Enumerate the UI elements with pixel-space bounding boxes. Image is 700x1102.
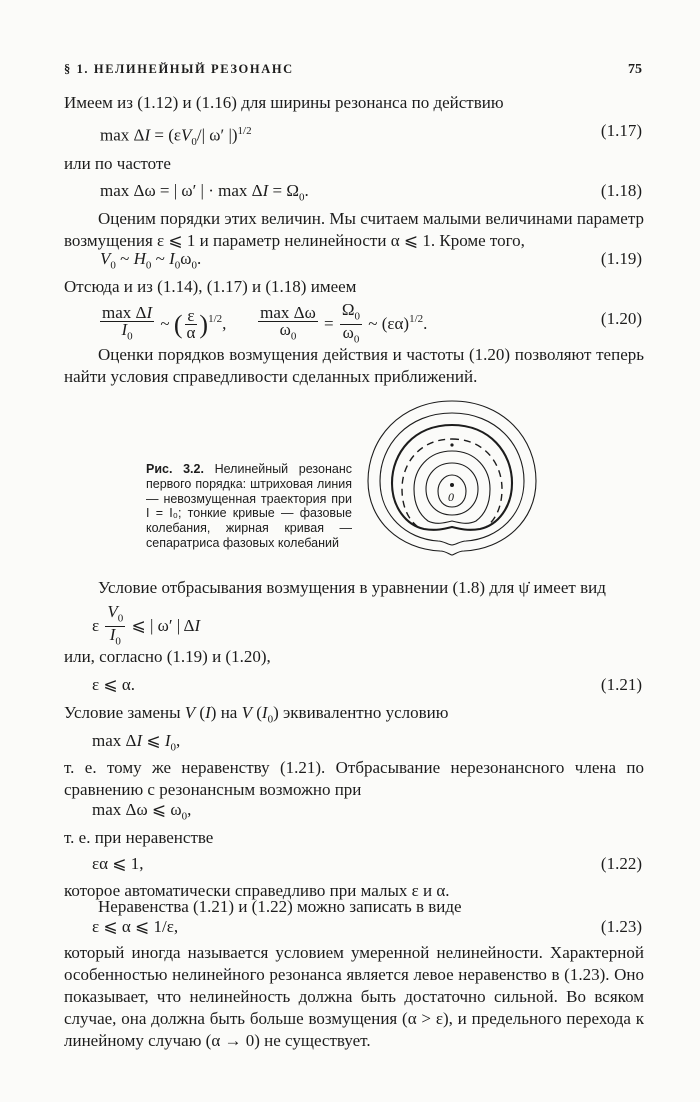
paragraph: т. е. тому же неравенству (1.21). Отбрасывание нерезонансного члена по сравнению с резонансным возможно при <box>64 758 644 799</box>
figure-caption-text: Нелинейный резонанс первого порядка: штриховая линия — невозмущенная траектория при I = I₀; тонкие кривые — фазовые колебания, жирная кривая — сепаратриса фазовых колебаний <box>146 462 352 550</box>
equation-1-19: $V_0$ ~ $H_0$ ~ $I_0\omega_0$. <box>100 249 202 272</box>
figure-label: Рис. 3.2. <box>146 462 204 476</box>
equation-number: (1.22) <box>600 854 642 873</box>
paragraph: Условие отбрасывания возмущения в уравнении (1.8) для ψ̇ имеет вид <box>98 578 606 597</box>
equation-number: (1.23) <box>600 917 642 936</box>
paragraph: Оценим порядки этих величин. Мы считаем малыми величинами параметр возмущения ε ⩽ 1 и параметр нелинейности α ⩽ 1. Кроме того, <box>64 209 644 250</box>
paragraph: Имеем из (1.12) и (1.16) для ширины резонанса по действию <box>64 93 504 112</box>
equation-1-21: ε ⩽ α. <box>92 675 136 694</box>
paragraph: Неравенства (1.21) и (1.22) можно записать в виде <box>98 897 462 916</box>
equation-number: (1.19) <box>600 249 642 268</box>
equation-number: (1.18) <box>600 181 642 200</box>
paragraph: Оценки порядков возмущения действия и частоты (1.20) позволяют теперь найти условия справедливости сделанных приближений. <box>64 345 644 386</box>
equation-condition: ε $\frac{V_0}{I_0}$ ⩽ | ω′ | ΔI <box>92 602 201 648</box>
equation-max-delta-i: max ΔI ⩽ $I_0$, <box>92 731 181 754</box>
paragraph: т. е. при неравенстве <box>64 828 214 847</box>
elliptic-fixed-point <box>450 483 454 487</box>
running-header <box>64 62 642 82</box>
paragraph: или, согласно (1.19) и (1.20), <box>64 647 271 666</box>
paragraph: Отсюда и из (1.14), (1.17) и (1.18) имеем <box>64 277 357 296</box>
separatrix-curve <box>392 425 512 530</box>
section-title: § 1. НЕЛИНЕЙНЫЙ РЕЗОНАНС <box>64 62 294 76</box>
equation-number: (1.20) <box>600 309 642 328</box>
equation-1-22: εα ⩽ 1, <box>92 854 144 873</box>
paragraph: которое автоматически справедливо при малых ε и α. <box>64 881 450 900</box>
paragraph: который иногда называется условием умеренной нелинейности. Характерной особенностью нелинейного резонанса является левое неравенство в (1.23). Оно показывает, что нелинейность должна быть достаточно сильной. Во всяком случае, она должна быть больше возмущения (α > ε), и предельного перехода к линейному случаю (α → 0) не существует. <box>64 943 644 1050</box>
outer-phase-curve <box>380 413 524 545</box>
equation-1-18: max Δω = | ω′ | · $\max \Delta I = \Omega_0$. <box>100 181 309 204</box>
phase-portrait-figure <box>364 393 540 557</box>
paragraph: Условие замены V (I) на V $(I_0)$ эквивалентно условию <box>64 703 449 726</box>
paragraph: или по частоте <box>64 154 171 173</box>
equation-number: (1.17) <box>600 121 642 140</box>
equation-1-23: ε ⩽ α ⩽ 1/ε, <box>92 917 179 936</box>
page-number: 75 <box>628 62 642 77</box>
psi-dot-symbol: ψ̇ <box>518 578 530 597</box>
equation-max-delta-omega: max Δω ⩽ $\omega_0$, <box>92 800 192 823</box>
phase-oscillation-curve <box>414 451 490 523</box>
equation-1-17: $\max \Delta I = (\varepsilon V_0/|$ ω′ |)$^{1/2}$ <box>100 125 252 149</box>
hyperbolic-point <box>450 443 453 446</box>
equation-number: (1.21) <box>600 675 642 694</box>
figure-caption <box>146 462 352 551</box>
equation-1-20: $\frac{\text{max ΔI}}{I_0}$ ~ ( $\frac{\varepsilon}{\alpha}$ )$^{1/2}$, $\frac{\text{max Δω}}{\omega_0}$ = $\frac{\Omega_0}{\omega_0}$ ~ $(\varepsilon\alpha)^{1/2}$. <box>102 300 428 346</box>
center-label: 0 <box>448 490 454 504</box>
